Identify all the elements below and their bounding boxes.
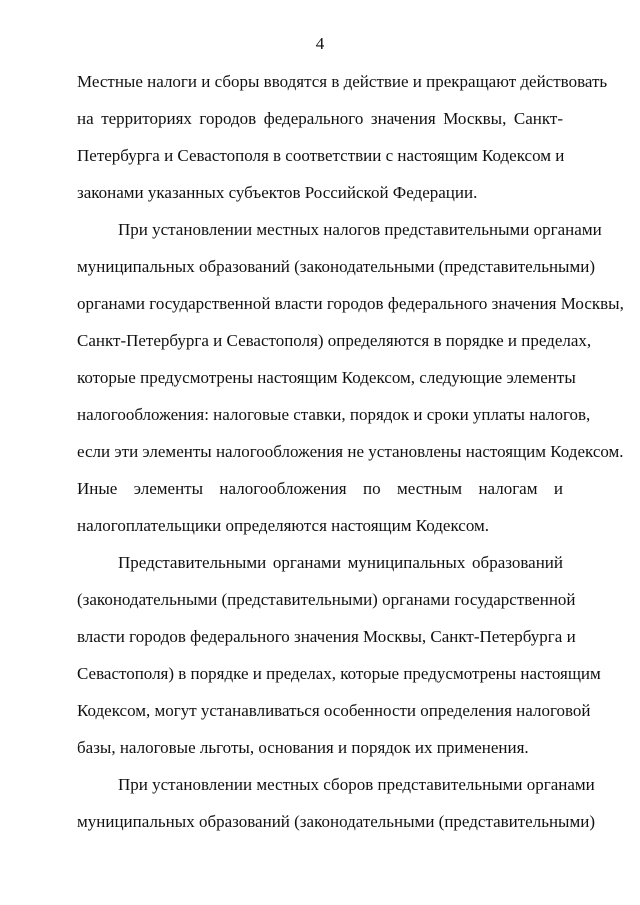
paragraph-2-line-4: Санкт-Петербурга и Севастополя) определяются в порядке и пределах, [77,331,592,350]
paragraph-2-line-7: если эти элементы налогообложения не установлены настоящим Кодексом. [77,442,624,461]
paragraph-3-line-6: базы, налоговые льготы, основания и порядок их применения. [77,738,529,757]
paragraph-4-line-2: муниципальных образований (законодательными (представительными) [77,812,595,831]
paragraph-3-line-1: Представительными органами муниципальных образований [118,553,563,572]
paragraph-1-line-3: Петербурга и Севастополя в соответствии с настоящим Кодексом и [77,146,565,165]
paragraph-3-line-5: Кодексом, могут устанавливаться особенности определения налоговой [77,701,591,720]
paragraph-1-line-4: законами указанных субъектов Российской Федерации. [77,183,478,202]
paragraph-3-line-4: Севастополя) в порядке и пределах, которые предусмотрены настоящим [77,664,601,683]
paragraph-1-line-1: Местные налоги и сборы вводятся в действие и прекращают действовать [77,72,608,91]
paragraph-2-line-6: налогообложения: налоговые ставки, порядок и сроки уплаты налогов, [77,405,591,424]
paragraph-2-line-9: налогоплательщики определяются настоящим Кодексом. [77,516,490,535]
paragraph-2-line-2: муниципальных образований (законодательными (представительными) [77,257,595,276]
paragraph-1-line-2: на территориях городов федерального значения Москвы, Санкт- [77,109,563,128]
paragraph-2-line-8: Иные элементы налогообложения по местным налогам и [77,479,563,498]
paragraph-2-line-3: органами государственной власти городов федерального значения Москвы, [77,294,624,313]
paragraph-2-line-5: которые предусмотрены настоящим Кодексом, следующие элементы [77,368,576,387]
paragraph-4-line-1: При установлении местных сборов представительными органами [118,775,595,794]
paragraph-3-line-2: (законодательными (представительными) органами государственной [77,590,576,609]
page-number: 4 [315,34,325,53]
paragraph-2-line-1: При установлении местных налогов представительными органами [118,220,602,239]
paragraph-3-line-3: власти городов федерального значения Москвы, Санкт-Петербурга и [77,627,576,646]
